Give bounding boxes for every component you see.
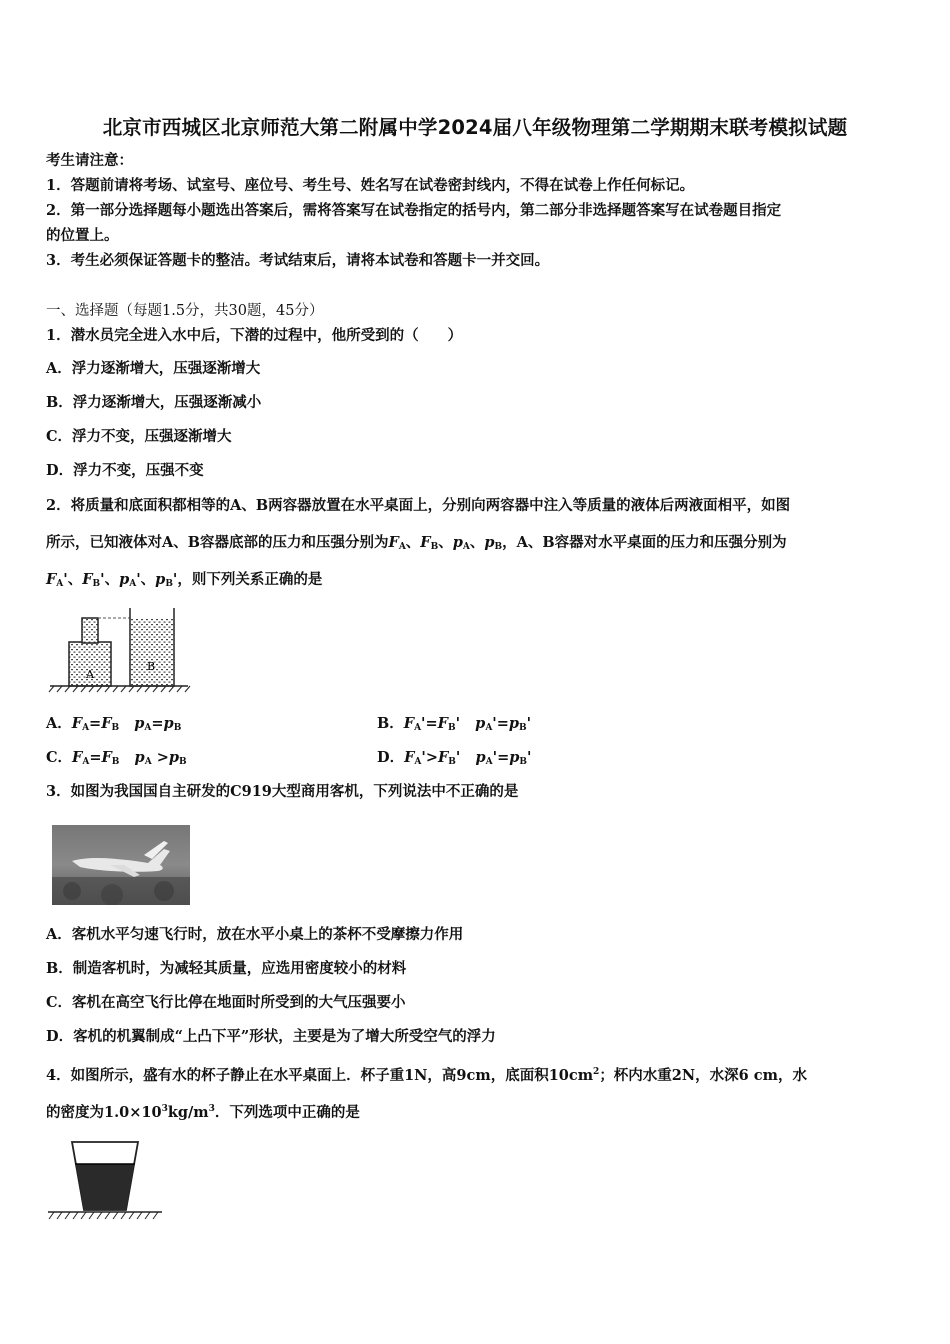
notice-heading: 考生请注意： <box>46 152 133 169</box>
question-3-option-b: B．制造客机时，为减轻其质量，应选用密度较小的材料 <box>46 960 407 977</box>
notice-item: 3．考生必须保证答题卡的整洁。考试结束后，请将本试卷和答题卡一并交回。 <box>46 252 550 269</box>
question-2-line2: 所示，已知液体对A、B容器底部的压力和压强分别为$F_A$、$F_B$、$p_A$、$p_B$，A、B容器对水平桌面的压力和压强分别为 <box>46 534 787 552</box>
notice-item: 的位置上。 <box>46 227 119 244</box>
question-1-stem: 1．潜水员完全进入水中后，下潜的过程中，他所受到的（ ） <box>46 327 463 344</box>
question-3-stem: 3．如图为我国国自主研发的C919大型商用客机，下列说法中不正确的是 <box>46 783 519 800</box>
question-2-option-d: D．$F_A'>F_B'$ $p_A'=p_B'$ <box>377 749 532 767</box>
question-2-line3: $F_A'$、$F_B'$、$p_A'$、$p_B'$，则下列关系正确的是 <box>46 571 323 589</box>
question-1-option-b: B．浮力逐渐增大，压强逐渐减小 <box>46 394 262 411</box>
question-4-line2: 的密度为$1.0\times 10^3kg/m^3$．下列选项中正确的是 <box>46 1104 360 1121</box>
question-3-option-d: D．客机的机翼制成“上凸下平”形状，主要是为了增大所受空气的浮力 <box>46 1028 496 1045</box>
page-title: 北京市西城区北京师范大第二附属中学2024届八年级物理第二学期期末联考模拟试题 <box>102 116 848 139</box>
notice-item: 1．答题前请将考场、试室号、座位号、考生号、姓名写在试卷密封线内，不得在试卷上作任何标记。 <box>46 177 695 194</box>
question-1-option-c: C．浮力不变，压强逐渐增大 <box>46 428 232 445</box>
question-2-option-c: C．$F_A=F_B$ $p_A >p_B$ <box>46 749 187 767</box>
notice-item: 2．第一部分选择题每小题选出答案后，需将答案写在试卷指定的括号内，第二部分非选择题答案写在试卷题目指定 <box>46 202 782 219</box>
container-a-label: A <box>86 668 94 681</box>
question-2-line1: 2．将质量和底面积都相等的A、B两容器放置在水平桌面上，分别向两容器中注入等质量的液体后两液面相平，如图 <box>46 497 791 514</box>
question-4-line1: 4．如图所示，盛有水的杯子静止在水平桌面上．杯子重1N，高9cm，底面积$10cm^2$；杯内水重2N，水深6 cm，水 <box>46 1067 807 1084</box>
water-cup-figure <box>46 1138 164 1224</box>
question-2-option-b: B．$F_A'=F_B'$ $p_A'=p_B'$ <box>377 715 532 733</box>
question-3-option-c: C．客机在高空飞行比停在地面时所受到的大气压强要小 <box>46 994 406 1011</box>
question-1-option-d: D．浮力不变，压强不变 <box>46 462 204 479</box>
question-1-option-a: A．浮力逐渐增大，压强逐渐增大 <box>46 360 261 377</box>
question-2-option-a: A．$F_A=F_B$ $p_A=p_B$ <box>46 715 182 733</box>
question-3-option-a: A．客机水平匀速飞行时，放在水平小桌上的茶杯不受摩擦力作用 <box>46 926 464 943</box>
containers-figure <box>46 604 192 694</box>
section-heading: 一、选择题（每题1.5分，共30题，45分） <box>46 303 324 319</box>
airplane-photo <box>52 825 190 905</box>
container-b-label: B <box>147 660 156 673</box>
